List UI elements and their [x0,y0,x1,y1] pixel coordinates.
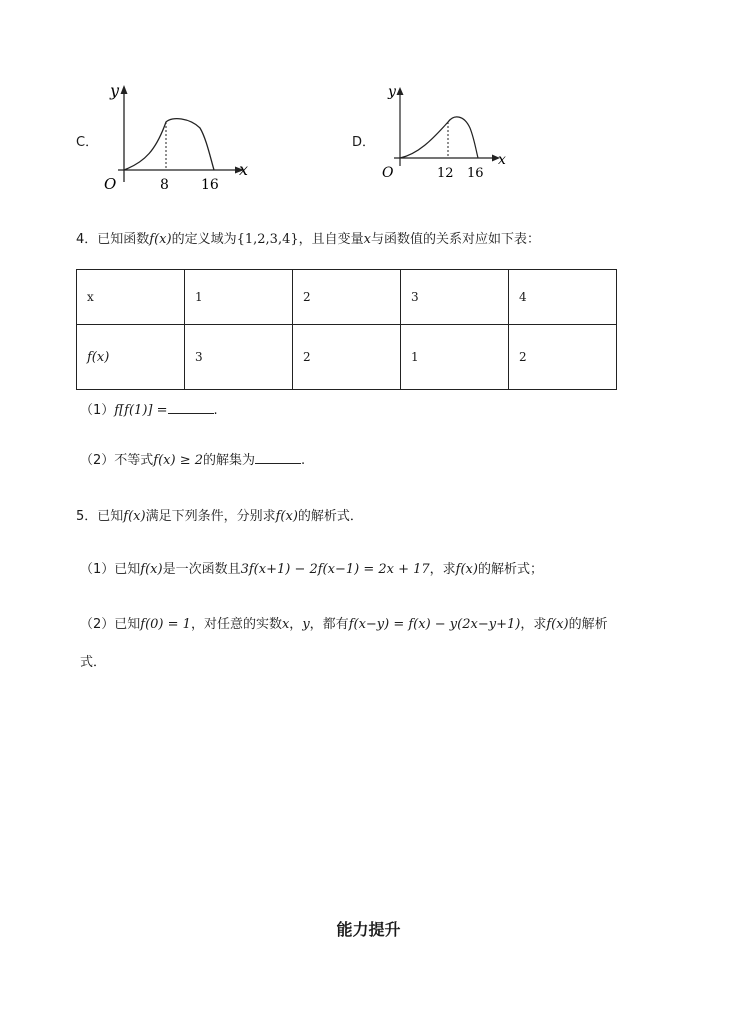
q4-sub2-text: 的解集为 [203,453,256,468]
q4-value-table [76,269,617,390]
table-cell: 2 [293,270,401,325]
table-cell: 2 [293,325,401,390]
q4-sub2-end: . [301,453,306,468]
q4-text-1: 已知函数 [97,232,150,247]
q5-sub1-text-b: ，求 [429,562,456,577]
q4-sub1-end: . [213,403,218,418]
d-y-label: y [388,84,396,100]
q5-sub2-comma: ， [289,617,303,632]
table-cell: 1 [401,325,509,390]
q5-sub2 [80,613,608,632]
table-cell: 3 [401,270,509,325]
q5-sub2-text-a: ，对任意的实数 [190,617,282,632]
c-tick-16: 16 [201,177,219,193]
q4-text-3: ，且自变量 [298,232,364,247]
q5-statement [76,505,363,524]
c-origin-label: O [104,175,117,193]
q5-sub2-fx: f(x) [546,617,569,632]
c-tick-8: 8 [160,177,169,193]
q5-sub2-eq: f(x−y) = f(x) − y(2x−y+1) [348,617,521,632]
option-d-graph [376,82,516,182]
c-y-arrow-icon [121,85,128,94]
section-heading: 能力提升 [336,920,401,939]
q5-sub1-text-c: 的解析式； [477,562,543,577]
q5-sub2-continuation: 式． [80,655,107,670]
d-tick-12: 12 [437,166,454,181]
q4-domain: {1,2,3,4} [236,232,299,247]
q5-sub1-fx: f(x) [140,562,163,577]
table-cell: 2 [509,325,617,390]
q4-sub2-expr: f(x) ≥ 2 [153,453,203,468]
q4-text-2: 的定义域为 [171,232,237,247]
c-x-label: x [239,160,249,179]
q4-sub1-label: （1） [80,403,115,418]
d-tick-16: 16 [467,166,484,181]
table-cell: 1 [185,270,293,325]
q4-var: x [363,232,371,247]
d-curve [400,117,478,158]
q4-statement [76,228,540,247]
table-row-x [77,270,617,325]
answer-blank [255,452,301,464]
option-d-label: D． [352,135,376,150]
q5-text-1: 已知 [97,509,124,524]
q5-text-2: 满足下列条件，分别求 [145,509,276,524]
q5-sub1-text-a: 是一次函数且 [162,562,241,577]
q4-sub1-expr: f[f(1)] = [114,403,168,418]
q5-sub2-y: y [302,617,310,632]
table-cell: 3 [185,325,293,390]
table-cell: x [77,270,185,325]
q5-sub2-text-d: 的解析 [568,617,608,632]
q4-fx: f(x) [149,232,172,247]
q4-text-4: 与函数值的关系对应如下表： [371,232,541,247]
d-origin-label: O [382,165,394,181]
q4-sub2 [80,449,305,468]
c-y-label: y [110,82,120,100]
q5-sub1-label: （1）已知 [80,562,141,577]
q5-sub2-f0: f(0) = 1 [140,617,191,632]
q4-sub1 [80,399,218,418]
q5-sub2-text-c: ，求 [520,617,547,632]
q5-fx: f(x) [123,509,146,524]
q5-sub1 [80,558,543,577]
option-c-graph [100,82,260,197]
answer-blank [168,402,214,414]
c-curve [124,119,214,170]
q5-sub1-eq: 3f(x+1) − 2f(x−1) = 2x + 17 [240,562,430,577]
option-c-label: C． [76,135,99,150]
q4-sub2-label: （2）不等式 [80,453,154,468]
q5-sub1-fx-2: f(x) [455,562,478,577]
q5-number: 5． [76,509,98,524]
q5-sub2-label: （2）已知 [80,617,141,632]
q5-text-3: 的解析式． [297,509,363,524]
q5-fx-2: f(x) [275,509,298,524]
d-y-arrow-icon [397,87,404,95]
q5-sub2-x: x [281,617,290,632]
d-x-label: x [498,152,506,168]
q5-sub2-text-b: ，都有 [309,617,349,632]
table-cell: 4 [509,270,617,325]
q4-number: 4． [76,232,98,247]
table-cell: f(x) [77,325,185,390]
table-row-fx [77,325,617,390]
